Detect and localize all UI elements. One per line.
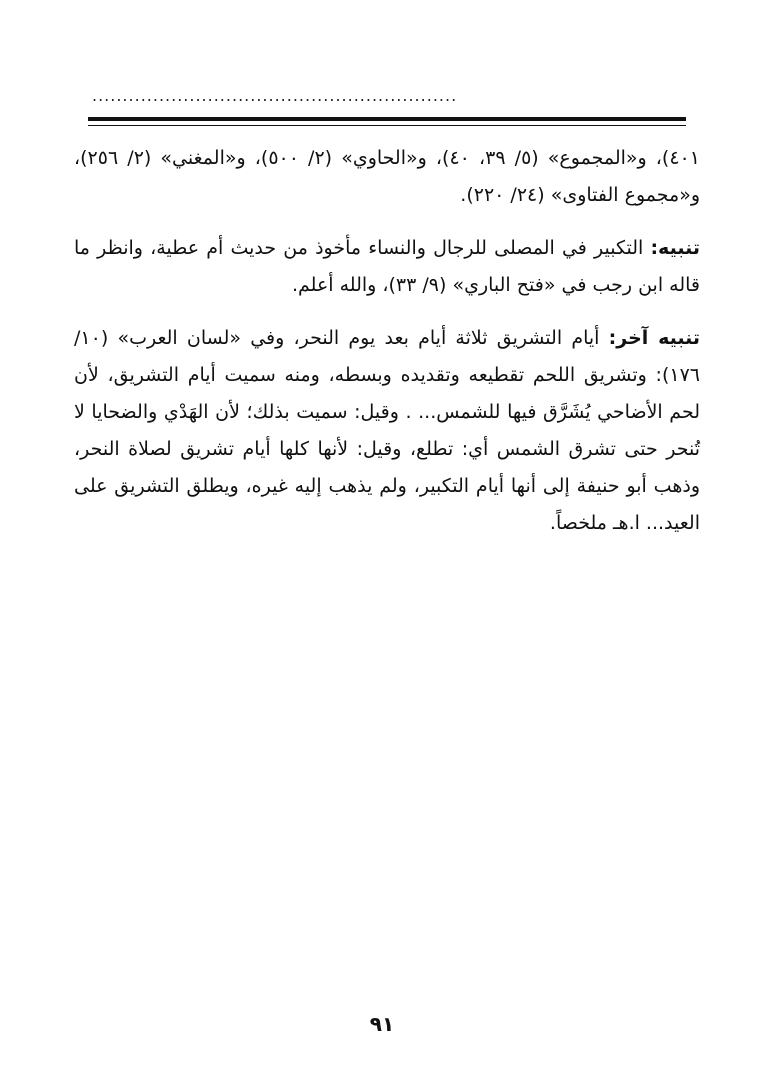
- header-rule-thick: [88, 117, 686, 121]
- paragraph-text: ٤٠١)، و«المجموع» (٥/ ٣٩، ٤٠)، و«الحاوي» (٢/ ٥٠٠)، و«المغني» (٢/ ٢٥٦)، و«مجموع الفتاوى» (٢٤/ ٢٢٠).: [74, 147, 700, 206]
- paragraph-another-note: [74, 320, 700, 542]
- page-number: ٩١: [369, 1012, 395, 1036]
- paragraph-label: تنبيه آخر:: [608, 327, 701, 349]
- header-rule-thin: [88, 125, 686, 126]
- paragraph-references: [74, 140, 700, 214]
- paragraph-text: أيام التشريق ثلاثة أيام بعد يوم النحر، وفي «لسان العرب» (١٠/ ١٧٦): وتشريق اللحم تقطيعه وتقديده وبسطه، ومنه سميت أيام التشريق، لأن لحم الأضاحي يُشَرَّق فيها للشمس... . وقيل: سميت بذلك؛ لأن الهَدْي والضحايا لا تُنحر حتى تشرق الشمس أي: تطلع، وقيل: لأنها كلها أيام تشريق لصلاة النحر، وذهب أبو حنيفة إلى أنها أيام التكبير، ولم يذهب إليه غيره، ويطلق التشريق على العيد... ا.هـ ملخصاً.: [74, 327, 700, 534]
- footnote-content: [74, 140, 700, 558]
- header-dotted-line: ............................................................: [92, 86, 458, 105]
- paragraph-note: [74, 230, 700, 304]
- paragraph-label: تنبيه:: [650, 237, 700, 259]
- paragraph-text: التكبير في المصلى للرجال والنساء مأخوذ من حديث أم عطية، وانظر ما قاله ابن رجب في «فتح الباري» (٩/ ٣٣)، والله أعلم.: [74, 237, 700, 296]
